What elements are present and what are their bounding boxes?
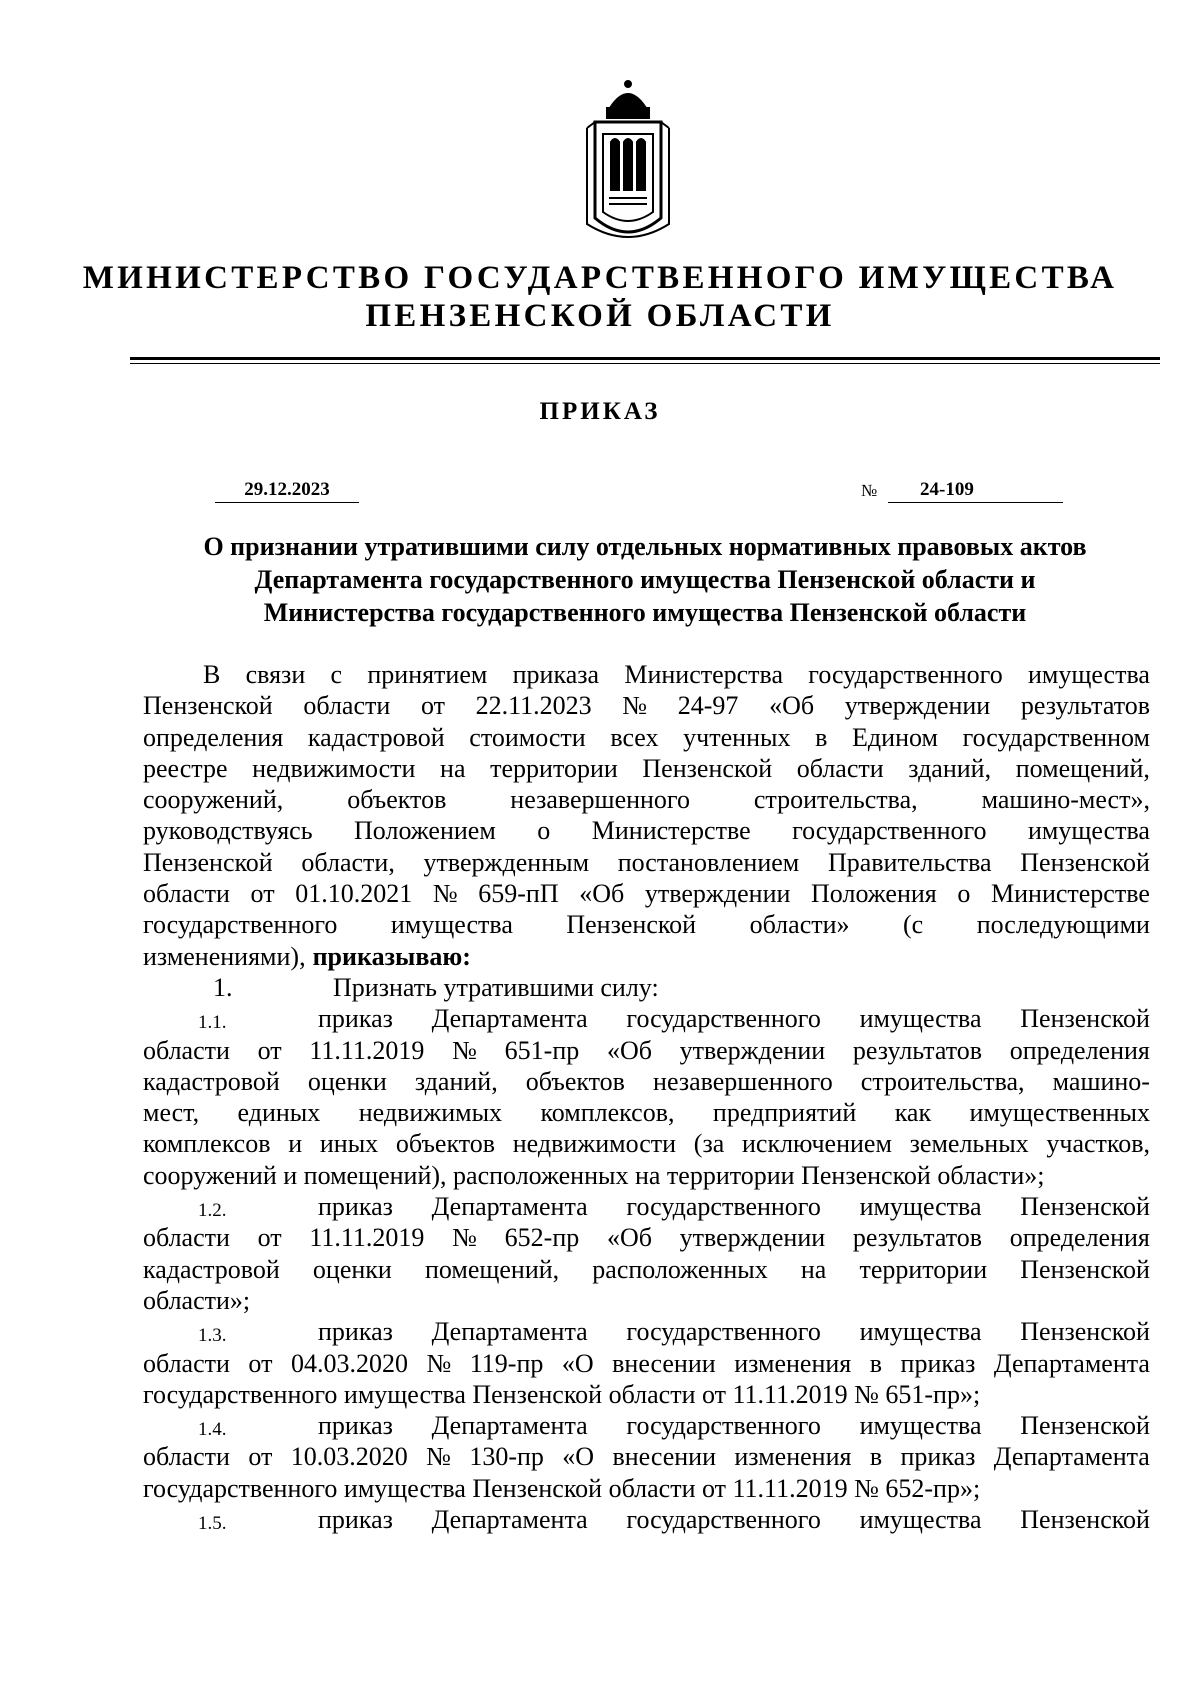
title-line: Департамента государственного имущества Пензенской области и <box>254 565 1036 594</box>
text-line: Пензенской области от 22.11.2023 № 24-97 «Об утверждении результатов <box>143 691 1150 721</box>
coat-of-arms-emblem <box>585 78 671 246</box>
text-line: области от 10.03.2020 № 130-пр «О внесении изменения в приказ Департамента <box>143 1442 1150 1472</box>
sub-item-text: приказ Департамента государственного имущества Пензенской <box>318 1192 1150 1222</box>
sub-item-number: 1.4. <box>198 1419 227 1441</box>
text-line: государственного имущества Пензенской области от 11.11.2019 № 651-пр»; <box>143 1379 981 1409</box>
document-title <box>130 530 1160 629</box>
text-line: кадастровой оценки зданий, объектов незавершенного строительства, машино- <box>143 1066 1150 1096</box>
preamble-end: изменениями), <box>143 941 306 971</box>
document-number: 24-109 <box>888 478 1063 503</box>
order-word: приказываю: <box>312 941 471 971</box>
text-line: кадастровой оценки помещений, расположенных на территории Пензенской <box>143 1254 1150 1284</box>
sub-item-text: приказ Департамента государственного имущества Пензенской <box>318 1004 1150 1034</box>
text-line: области от 04.03.2020 № 119-пр «О внесении изменения в приказ Департамента <box>143 1348 1150 1378</box>
sub-item <box>143 1316 1150 1347</box>
sub-item-text: приказ Департамента государственного имущества Пензенской <box>318 1505 1150 1535</box>
item-number: 1. <box>213 972 233 1002</box>
text-line: комплексов и иных объектов недвижимости (за исключением земельных участков, <box>143 1129 1150 1159</box>
text-line: сооружений и помещений), расположенных на территории Пензенской области»; <box>143 1160 1045 1190</box>
text-line <box>143 941 1150 972</box>
text-line: определения кадастровой стоимости всех учтенных в Едином государственном <box>143 722 1150 752</box>
text-line: области от 11.11.2019 № 652-пр «Об утверждении результатов определения <box>143 1223 1150 1253</box>
sub-item-text: приказ Департамента государственного имущества Пензенской <box>318 1411 1150 1441</box>
text-line: руководствуясь Положением о Министерстве государственного имущества <box>143 816 1150 846</box>
header-rule-thick <box>130 357 1160 360</box>
text-line: реестре недвижимости на территории Пензенской области зданий, помещений, <box>143 753 1150 783</box>
sub-item <box>143 1504 1150 1535</box>
ministry-name-line1: МИНИСТЕРСТВО ГОСУДАРСТВЕННОГО ИМУЩЕСТВА <box>82 260 1118 296</box>
text-line: Пензенской области, утвержденным постановлением Правительства Пензенской <box>143 847 1150 877</box>
text-line: мест, единых недвижимых комплексов, предприятий как имущественных <box>143 1098 1150 1128</box>
ministry-name-line2: ПЕНЗЕНСКОЙ ОБЛАСТИ <box>365 298 835 334</box>
title-line: О признании утратившими силу отдельных нормативных правовых актов <box>203 532 1087 561</box>
sub-item-number: 1.2. <box>198 1200 227 1222</box>
sub-item-text: приказ Департамента государственного имущества Пензенской <box>318 1317 1150 1347</box>
text-line: области»; <box>143 1285 251 1315</box>
sub-item-number: 1.1. <box>198 1012 227 1034</box>
document-body <box>143 659 1150 1535</box>
document-type: ПРИКАЗ <box>539 398 661 425</box>
title-line: Министерства государственного имущества Пензенской области <box>263 598 1027 627</box>
text-line: государственного имущества Пензенской области» (с последующими <box>143 910 1150 940</box>
sub-item <box>143 1191 1150 1222</box>
text-line: сооружений, объектов незавершенного строительства, машино-мест», <box>143 785 1150 815</box>
text-line: области от 01.10.2021 № 659-пП «Об утверждении Положения о Министерстве <box>143 879 1150 909</box>
sub-item-number: 1.3. <box>198 1325 227 1347</box>
sub-item-number: 1.5. <box>198 1513 227 1535</box>
text-line: государственного имущества Пензенской области от 11.11.2019 № 652-пр»; <box>143 1473 981 1503</box>
text-line: В связи с принятием приказа Министерства государственного имущества <box>203 660 1150 689</box>
list-item <box>143 972 1150 1003</box>
sub-item <box>143 1410 1150 1441</box>
header-rule-thin <box>130 363 1160 364</box>
item-text: Признать утратившими силу: <box>333 972 659 1002</box>
sub-item <box>143 1003 1150 1034</box>
text-line: области от 11.11.2019 № 651-пр «Об утверждении результатов определения <box>143 1035 1150 1065</box>
document-date: 29.12.2023 <box>215 478 359 503</box>
number-sign: № <box>861 481 878 500</box>
